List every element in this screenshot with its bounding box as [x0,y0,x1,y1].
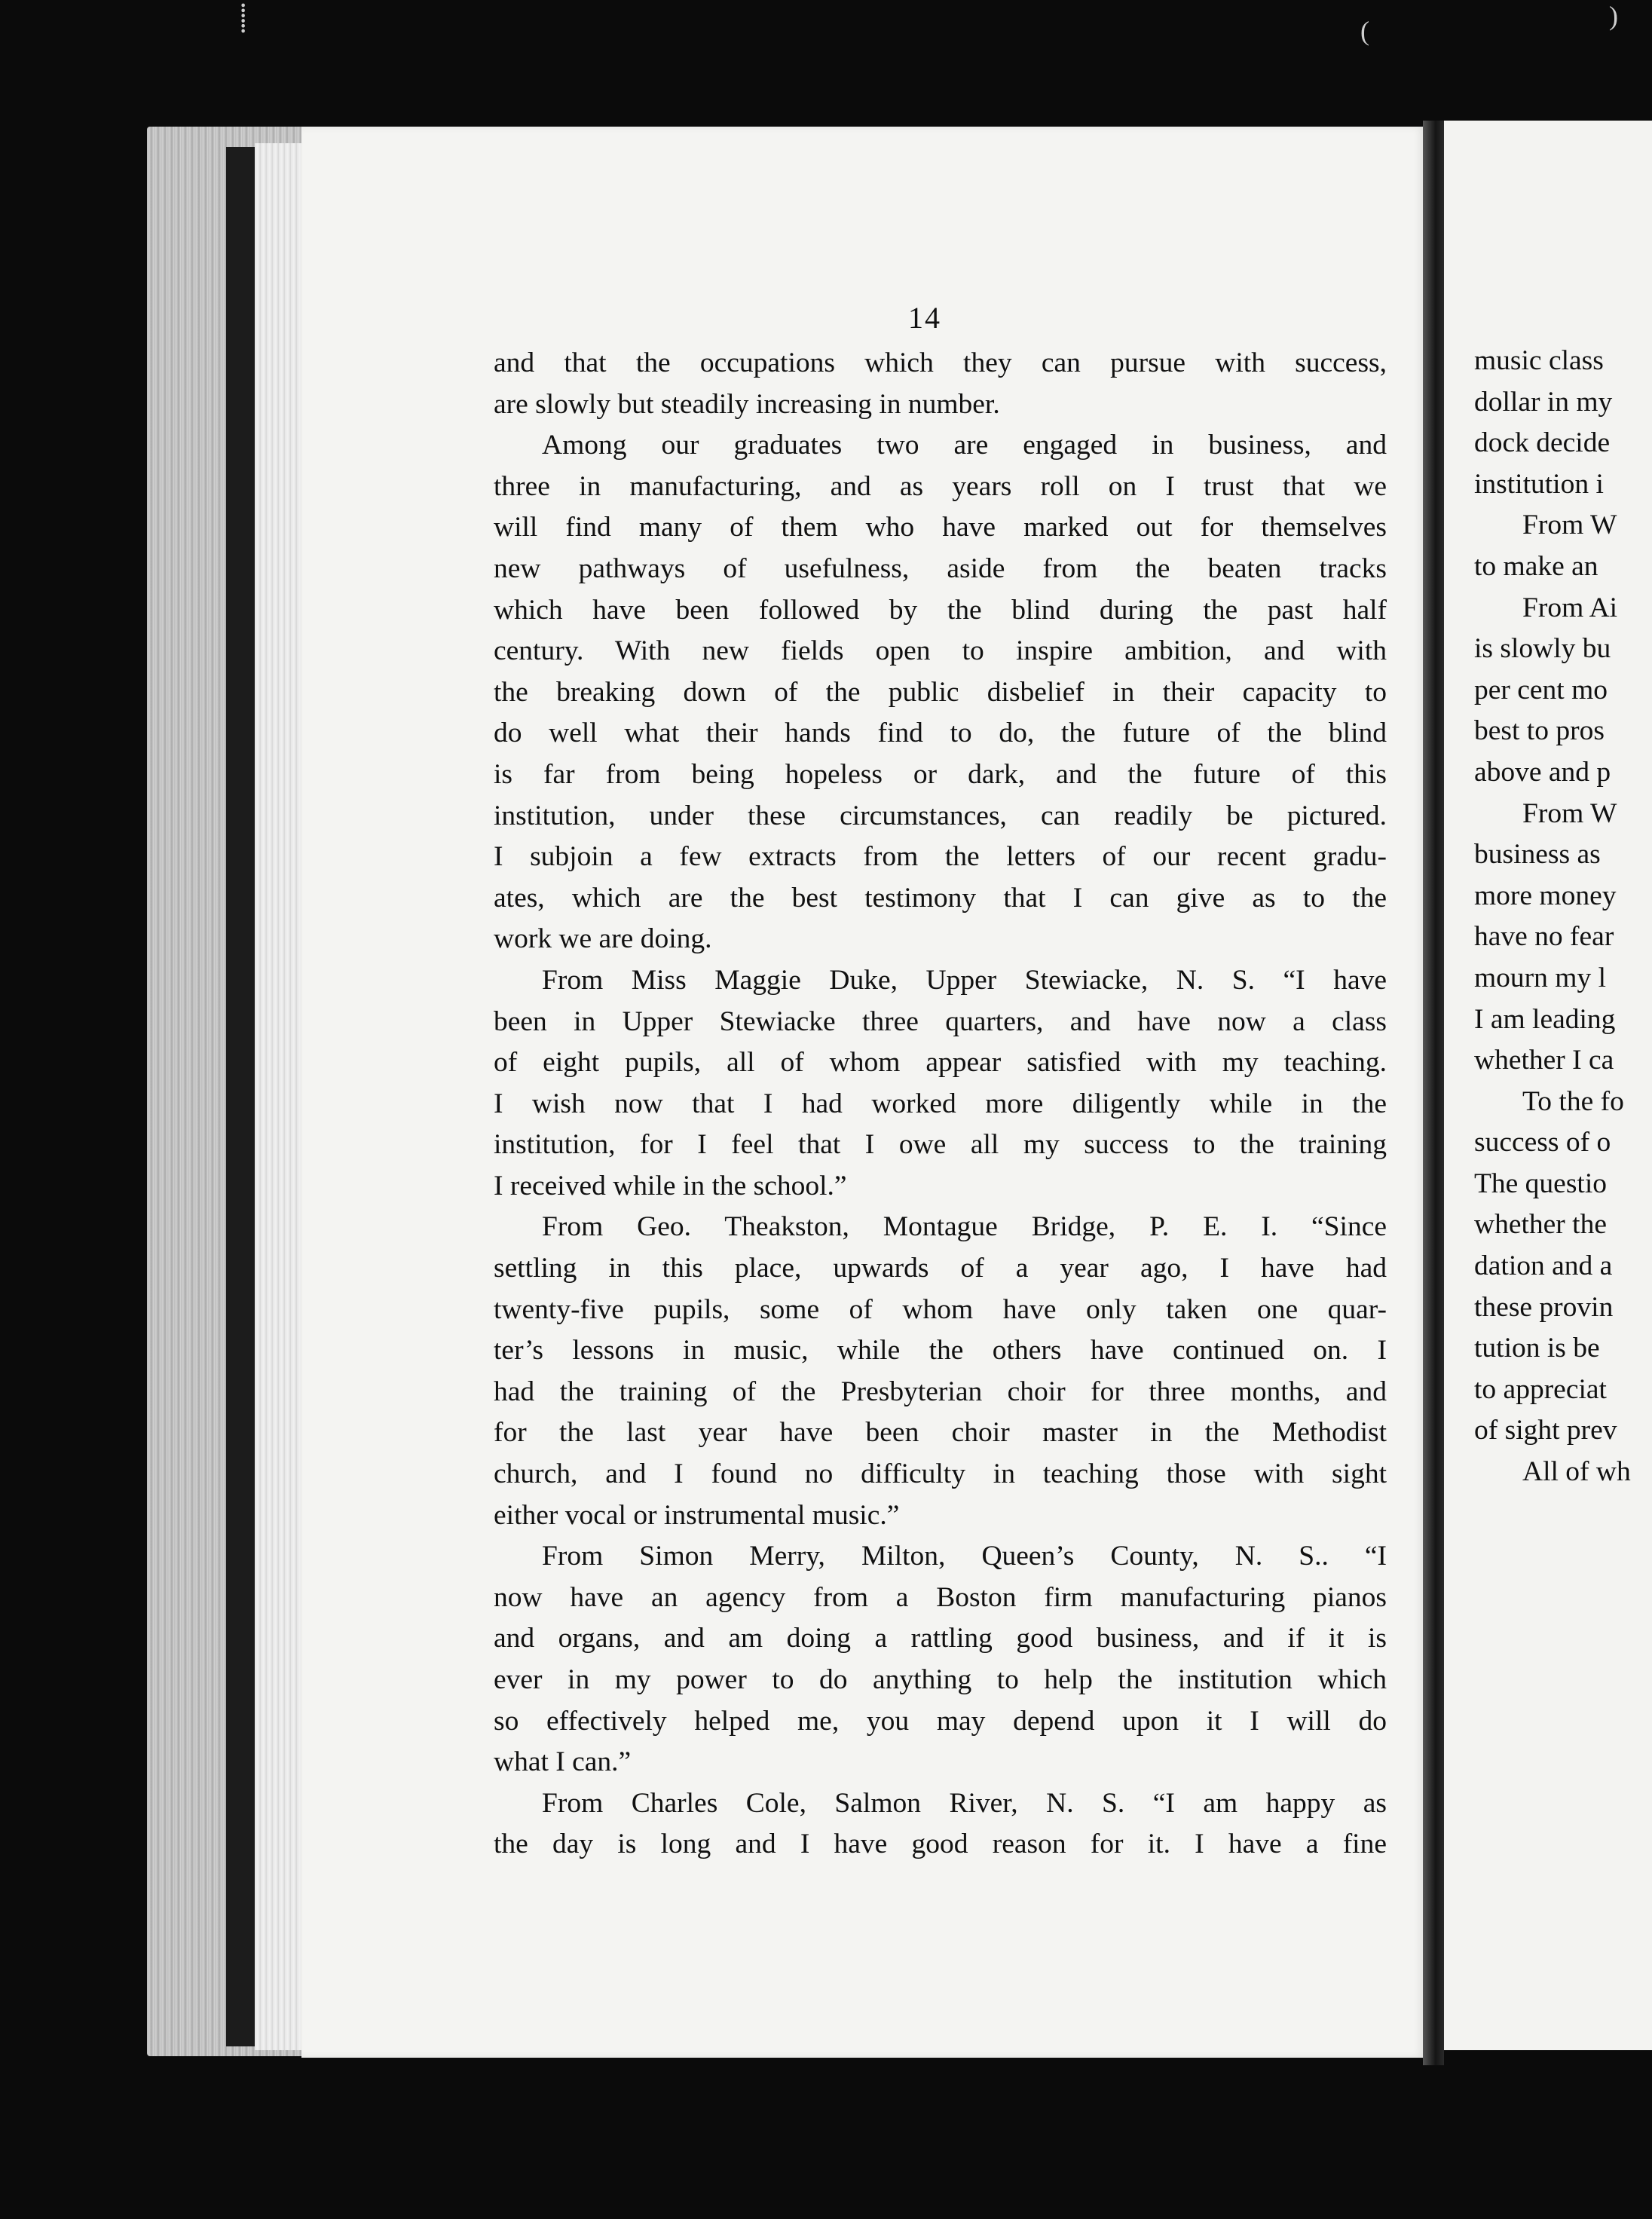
text-line: work we are doing. [494,923,712,955]
text-line: To the fo [1522,1085,1624,1117]
text-line: is far from being hopeless or dark, and the future of this [494,758,1387,790]
text-line: to make an [1474,550,1598,582]
text-line: are slowly but steadily increasing in number. [494,388,1000,420]
text-line: what I can.” [494,1746,632,1778]
text-line: century. With new fields open to inspire ambition, and with [494,635,1387,667]
text-line: new pathways of usefulness, aside from the beaten tracks [494,552,1387,584]
text-line: From Simon Merry, Milton, Queen’s County, N. S.. “I [542,1541,1387,1572]
text-line: more money [1474,880,1617,911]
text-line: per cent mo [1474,674,1608,705]
text-line: From W [1522,797,1617,829]
text-line: whether the [1474,1209,1607,1241]
text-line: I subjoin a few extracts from the letters of our recent gradu- [494,841,1387,873]
page-number: 14 [908,301,941,335]
text-line: the day is long and I have good reason for it. I have a fine [494,1829,1387,1860]
text-line: for the last year have been choir master in the Methodist [494,1417,1387,1449]
text-line: either vocal or instrumental music.” [494,1499,900,1531]
text-line: institution, under these circumstances, can readily be pictured. [494,800,1387,831]
text-line: ever in my power to do anything to help the institution which [494,1664,1387,1695]
scan-artifact: ) [1609,1,1618,31]
text-line: I wish now that I had worked more diligently while in the [494,1088,1387,1119]
book-page-stack [255,143,307,2050]
text-line: will find many of them who have marked out for themselves [494,512,1387,543]
book-edge-shadow [226,147,255,2046]
text-line: and that the occupations which they can pursue with success, [494,347,1387,378]
text-line: tution is be [1474,1333,1600,1364]
text-line: had the training of the Presbyterian choir for three months, and [494,1376,1387,1407]
text-line: above and p [1474,756,1611,788]
text-line: of sight prev [1474,1415,1617,1446]
text-line: I am leading [1474,1003,1616,1035]
text-line: I received while in the school.” [494,1170,847,1201]
text-line: dollar in my [1474,386,1613,418]
text-line: The questio [1474,1168,1608,1199]
text-line: music class [1474,345,1604,376]
text-line: whether I ca [1474,1045,1614,1076]
text-line: and organs, and am doing a rattling good business, and if it is [494,1623,1387,1654]
text-line: so effectively helped me, you may depend upon it I will do [494,1705,1387,1737]
text-line: From Ai [1522,592,1618,623]
text-line: business as [1474,839,1601,871]
text-line: three in manufacturing, and as years roll on I trust that we [494,470,1387,502]
text-line: institution i [1474,468,1604,500]
text-line: ates, which are the best testimony that I can give as to the [494,882,1387,914]
text-line: been in Upper Stewiacke three quarters, and have now a class [494,1005,1387,1037]
text-line: institution, for I feel that I owe all my success to the training [494,1129,1387,1161]
text-line: is slowly bu [1474,633,1611,665]
left-page-text [494,343,1387,1865]
text-line: best to pros [1474,715,1605,747]
scan-artifact: ( [1360,16,1369,46]
text-line: From W [1522,510,1617,541]
text-line: twenty-five pupils, some of whom have only taken one quar- [494,1293,1387,1325]
text-line: dock decide [1474,427,1611,459]
text-line: dation and a [1474,1250,1613,1282]
text-line: From Charles Cole, Salmon River, N. S. “I am happy as [542,1787,1387,1819]
text-line: From Miss Maggie Duke, Upper Stewiacke, N. S. “I have [542,964,1387,996]
text-line: Among our graduates two are engaged in business, and [542,430,1387,461]
text-line: ter’s lessons in music, while the others have continued on. I [494,1335,1387,1367]
right-page [1444,121,1652,2050]
text-line: these provin [1474,1291,1614,1323]
text-line: mourn my l [1474,962,1606,993]
text-line: success of o [1474,1127,1611,1158]
text-line: settling in this place, upwards of a year ago, I have had [494,1253,1387,1284]
text-line: From Geo. Theakston, Montague Bridge, P. E. I. “Since [542,1211,1387,1243]
text-line: now have an agency from a Boston firm manufacturing pianos [494,1581,1387,1613]
text-line: of eight pupils, all of whom appear satisfied with my teaching. [494,1047,1387,1079]
text-line: which have been followed by the blind during the past half [494,594,1387,626]
right-page-text [1474,341,1652,1493]
book-gutter [1423,121,1444,2065]
text-line: church, and I found no difficulty in teaching those with sight [494,1458,1387,1490]
text-line: All of wh [1522,1456,1631,1488]
scan-artifact: ⸽ [240,3,247,33]
text-line: to appreciat [1474,1373,1607,1405]
text-line: have no fear [1474,921,1614,953]
text-line: the breaking down of the public disbelief in their capacity to [494,676,1387,708]
text-line: do well what their hands find to do, the future of the blind [494,718,1387,749]
